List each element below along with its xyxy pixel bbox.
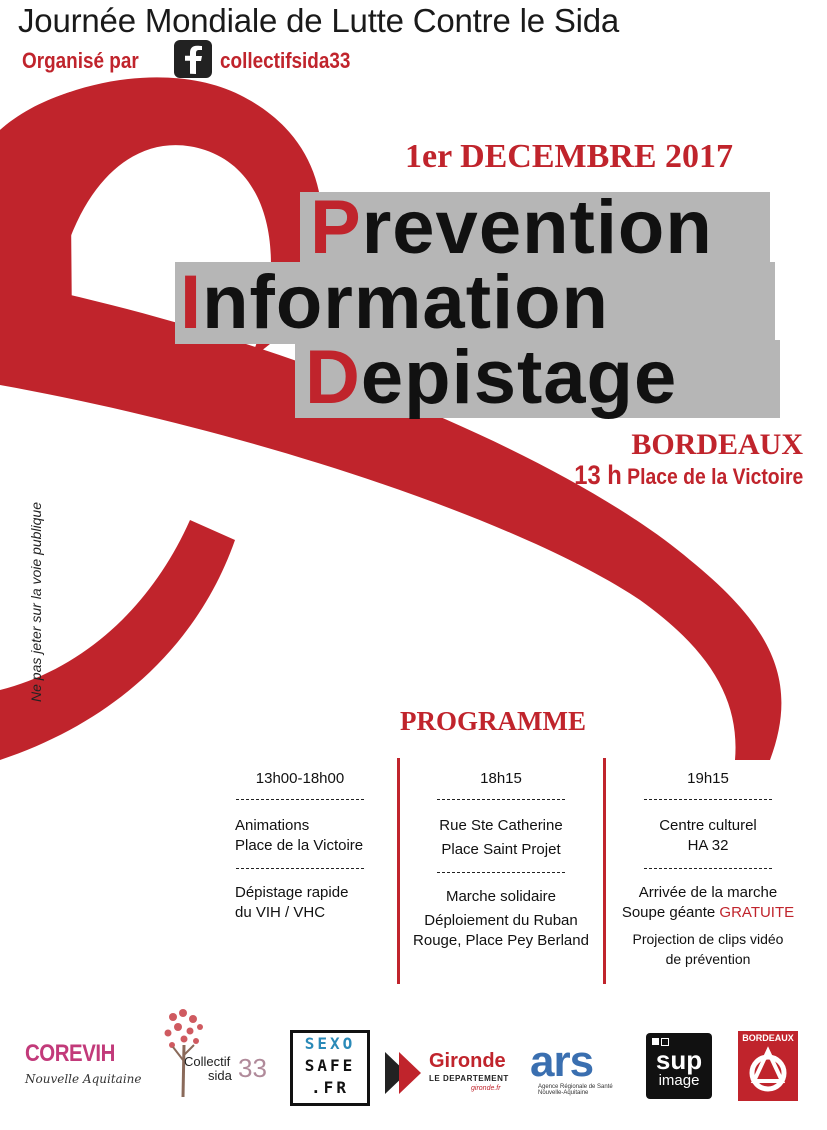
ars-sub1: Agence Régionale de Santé — [538, 1084, 613, 1090]
free-highlight: GRATUITE — [719, 904, 795, 921]
information-rest: nformation — [202, 260, 609, 345]
event-date: 1er DECEMBRE 2017 — [405, 138, 734, 175]
column-time: 18h15 — [480, 770, 522, 787]
column-time: 19h15 — [687, 770, 729, 787]
col1-line: du VIH / VHC — [235, 904, 326, 921]
programme-column-2 — [403, 756, 599, 951]
event-place: Place de la Victoire — [626, 464, 803, 489]
programme-title: PROGRAMME — [400, 706, 586, 736]
ars-sub2: Nouvelle-Aquitaine — [538, 1090, 589, 1096]
dashed-divider — [236, 868, 364, 869]
gironde-url: gironde.fr — [471, 1085, 501, 1092]
bordeaux-crest-icon — [738, 1043, 798, 1099]
dashed-divider — [644, 868, 772, 869]
corevih-name: COREVIH — [25, 1040, 115, 1067]
column-divider-1 — [397, 758, 400, 984]
gironde-logo — [385, 1050, 515, 1100]
dashed-divider — [644, 799, 772, 800]
col3-line: Arrivée de la marche — [638, 884, 778, 901]
dashed-divider — [236, 799, 364, 800]
facebook-icon[interactable] — [174, 40, 212, 78]
col2-line: Rue Ste Catherine — [439, 817, 563, 834]
organized-by-label: Organisé par — [22, 48, 139, 73]
column-divider-2 — [603, 758, 606, 984]
col1-line: Dépistage rapide — [235, 884, 349, 901]
event-time-place — [574, 460, 803, 491]
prevention-initial: P — [310, 185, 362, 270]
dashed-divider — [437, 799, 565, 800]
collectif-sida — [208, 1067, 232, 1085]
col3-line: de prévention — [665, 951, 751, 967]
corevih-sub: Nouvelle Aquitaine — [25, 1072, 142, 1086]
column-time: 13h00-18h00 — [255, 770, 345, 787]
programme-column-3 — [608, 756, 808, 969]
bordeaux-name: BORDEAUX — [742, 1033, 794, 1043]
depistage-initial: D — [305, 335, 361, 420]
event-time: 13 h — [573, 460, 622, 490]
col3-line: HA 32 — [687, 837, 729, 854]
collectif-b: sida — [208, 1068, 232, 1083]
gironde-sub: LE DEPARTEMENT — [429, 1074, 509, 1083]
gironde-arrow-icon — [385, 1052, 423, 1094]
col3-line — [608, 903, 808, 923]
word-depistage — [305, 335, 678, 420]
soup-text: Soupe géante — [621, 904, 716, 921]
ars-name: ars — [530, 1037, 594, 1086]
col1-line: Place de la Victoire — [235, 837, 364, 854]
sexosafe-logo — [290, 1030, 370, 1106]
collectif-sida33-logo — [158, 1005, 270, 1100]
supimage-l1: sup — [655, 1045, 703, 1075]
supimage-logo — [646, 1033, 712, 1099]
collectif-a: Collectif — [184, 1054, 231, 1069]
sexosafe-l2: SAFE — [304, 1056, 356, 1075]
col2-line: Marche solidaire — [445, 888, 557, 905]
depistage-rest: epistage — [360, 335, 678, 420]
programme-column-1 — [205, 756, 395, 923]
col2-line: Rouge, Place Pey Berland — [413, 932, 589, 949]
corevih-logo — [25, 1040, 145, 1100]
side-note: Ne pas jeter sur la voie publique — [28, 501, 44, 702]
word-information — [180, 260, 609, 345]
col3-line: Centre culturel — [659, 817, 757, 834]
dashed-divider — [437, 872, 565, 873]
col3-line: Projection de clips vidéo — [632, 931, 784, 947]
gironde-name: Gironde — [429, 1050, 506, 1072]
col2-line: Déploiement du Ruban — [424, 912, 578, 929]
poster-title: Journée Mondiale de Lutte Contre le Sida — [18, 2, 620, 39]
sexosafe-l3: .FR — [311, 1078, 349, 1097]
supimage-l2: image — [658, 1072, 700, 1089]
organizer-name[interactable]: collectifsida33 — [220, 48, 351, 73]
col1-line: Animations — [235, 817, 310, 834]
square-outline-icon — [661, 1038, 669, 1046]
word-prevention — [310, 185, 713, 270]
information-initial: I — [180, 260, 203, 345]
bordeaux-logo — [738, 1031, 798, 1101]
event-city: BORDEAUX — [631, 428, 803, 461]
collectif-number — [238, 1053, 267, 1084]
col2-line: Place Saint Projet — [441, 841, 561, 858]
prevention-rest: revention — [361, 185, 713, 270]
ars-logo — [530, 1037, 625, 1100]
sexosafe-l1: SEXO — [304, 1034, 356, 1053]
square-icon — [652, 1038, 659, 1045]
collectif-num: 33 — [238, 1053, 267, 1083]
